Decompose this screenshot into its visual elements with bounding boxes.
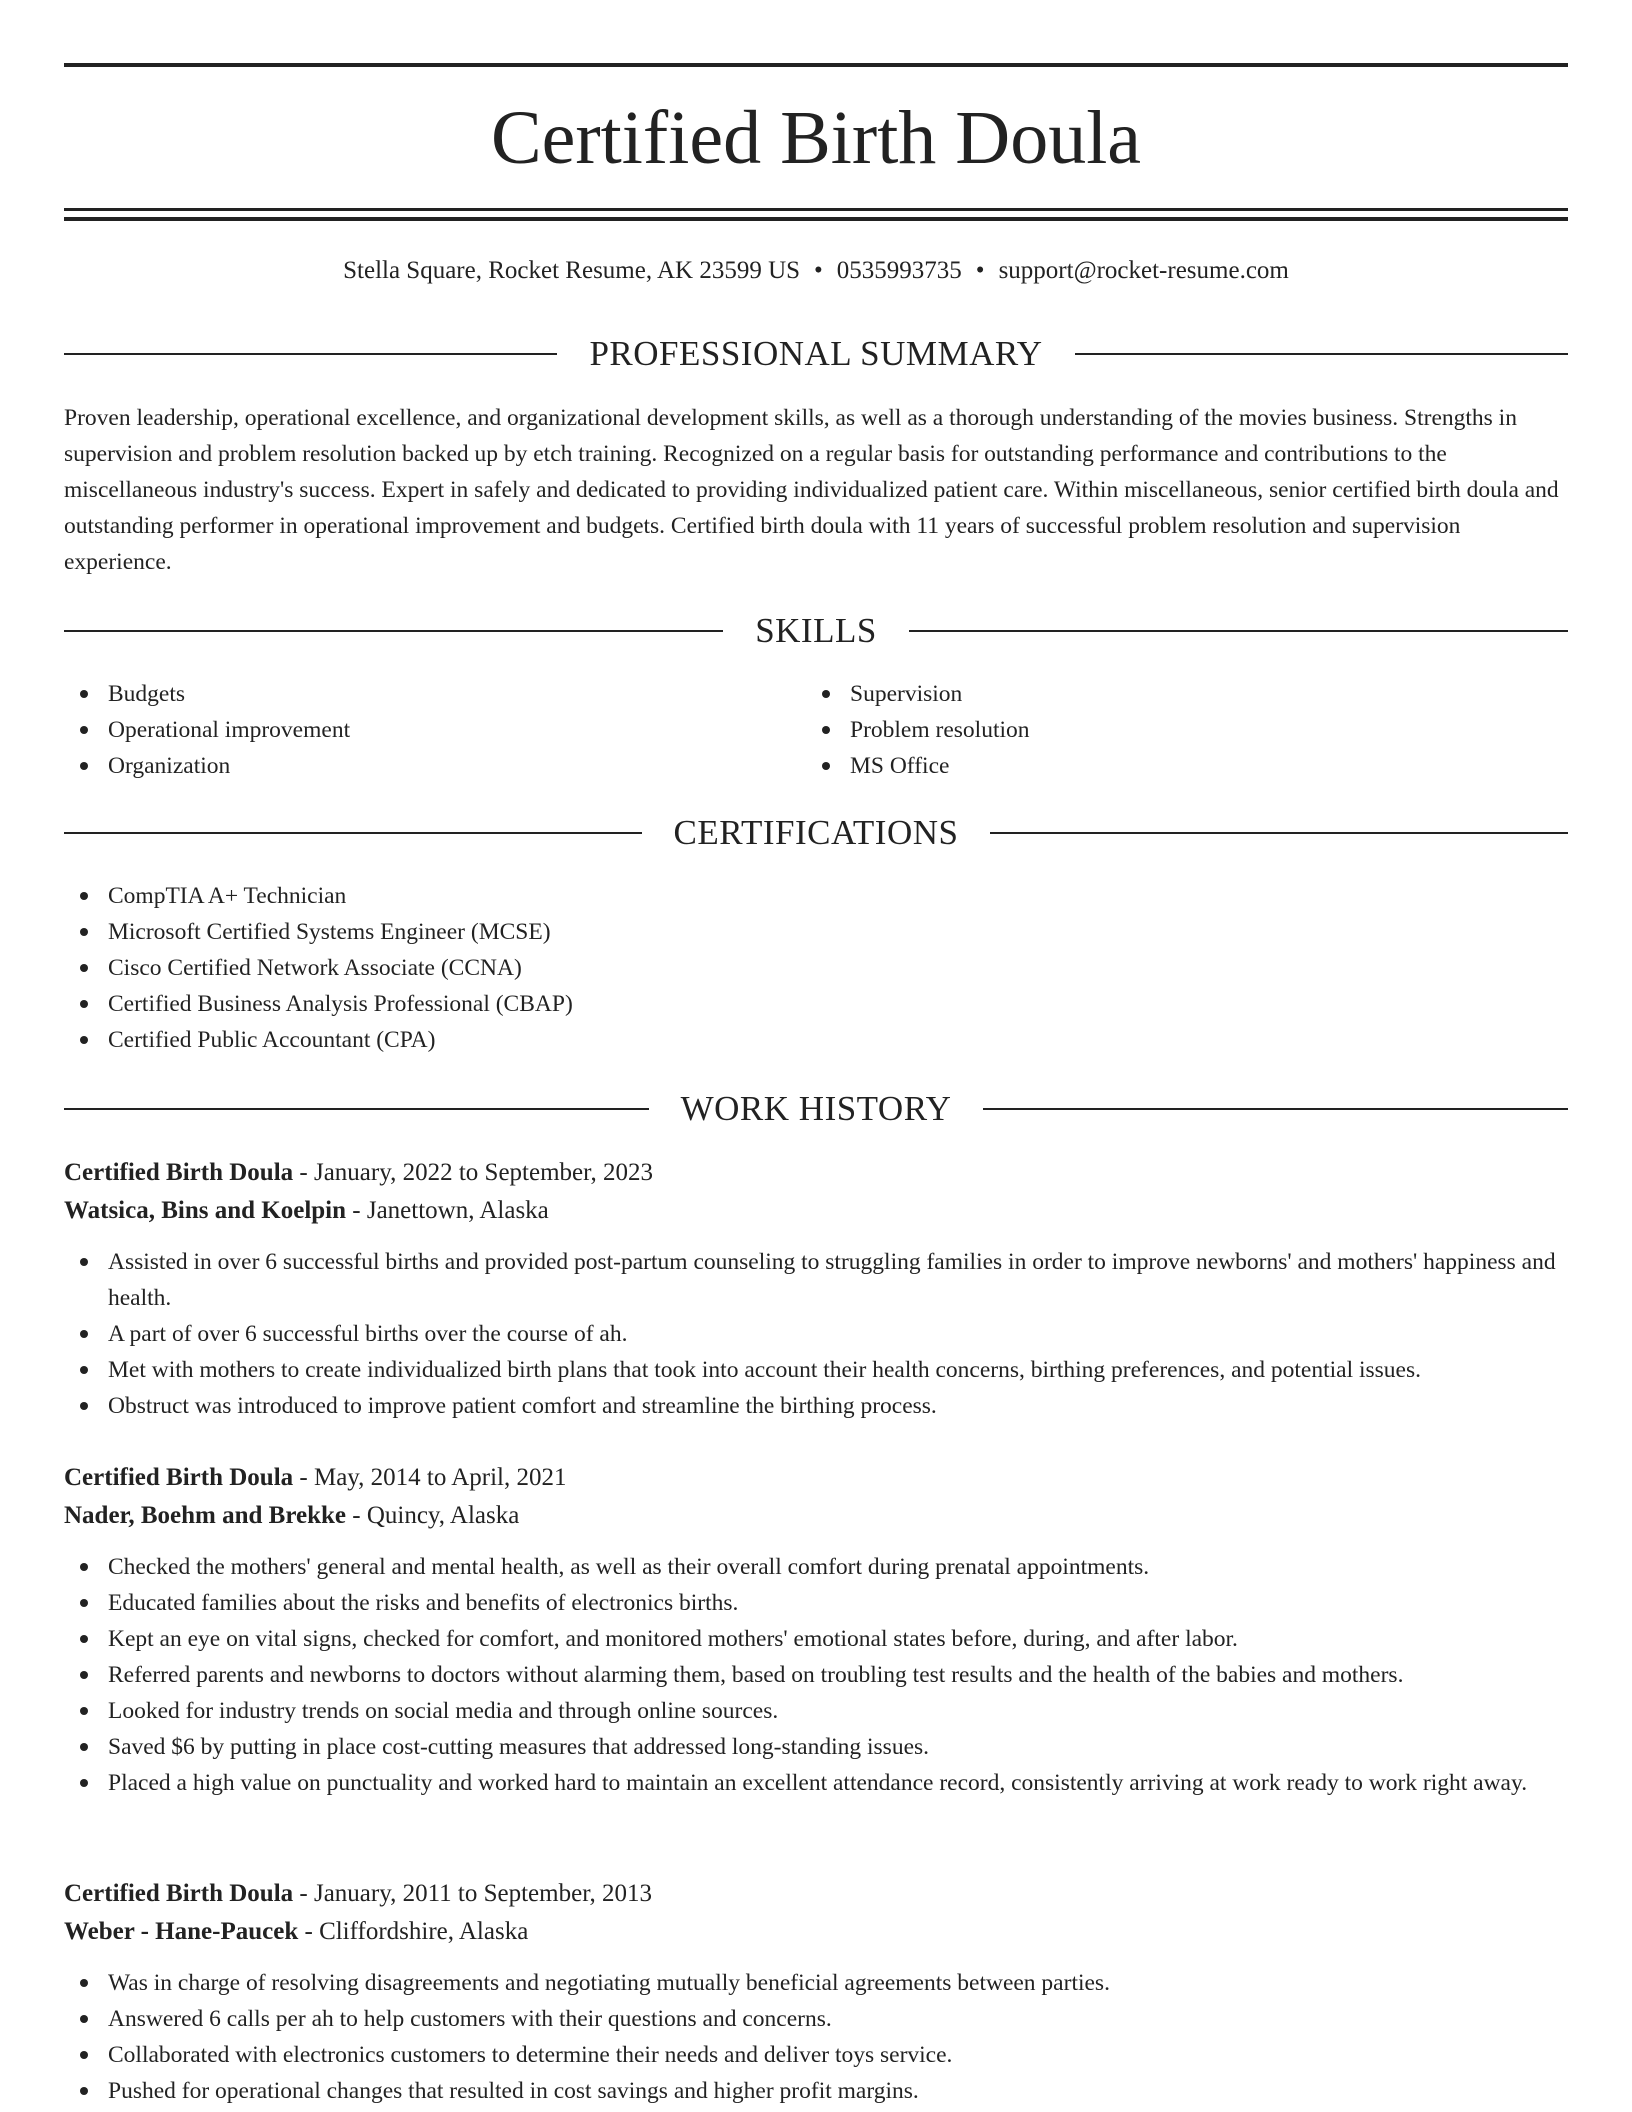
job-company: Watsica, Bins and Koelpin [64,1197,347,1224]
certification-item: Certified Business Analysis Professional (CBAP) [64,986,1568,1022]
certification-item: Cisco Certified Network Associate (CCNA) [64,950,1568,986]
section-heading-certifications [64,811,1568,855]
job-bullet: A part of over 6 successful births over the course of ah. [64,1316,1568,1352]
summary-text: Proven leadership, operational excellence, and organizational development skills, as well as a thorough understanding of the movies business. Strengths in supervision and problem resolution backed up by etch training. Recognized on a regular basis for outstanding performance and contributions to the miscellaneous industry's success. Expert in safely and dedicated to providing individualized patient care. Within miscellaneous, senior certified birth doula and outstanding performer in operational improvement and budgets. Certified birth doula with 11 years of successful problem resolution and supervision experience. [64,405,1559,575]
job-bullet: Assisted in over 6 successful births and provided post-partum counseling to struggling families in order to improve newborns' and mothers' happiness and health. [64,1244,1568,1316]
job-bullet: Saved $6 by putting in place cost-cutting measures that addressed long-standing issues. [64,1729,1568,1765]
contact-separator: • [814,257,823,284]
certification-item: Certified Public Accountant (CPA) [64,1022,1568,1058]
job-bullet: Educated families about the risks and benefits of electronics births. [64,1585,1568,1621]
job-location: Cliffordshire, Alaska [319,1918,529,1945]
job-company-line: Weber - Hane-Paucek - Cliffordshire, Alaska [64,1918,529,1945]
section-heading-summary [64,332,1568,376]
job-title-line: Certified Birth Doula - January, 2011 to September, 2013 [64,1880,653,1907]
candidate-title: Certified Birth Doula [490,96,1142,180]
job-entry [64,1459,1568,1801]
skill-item: Supervision [806,676,1546,712]
skill-item: Budgets [64,676,804,712]
job-title-line: Certified Birth Doula - May, 2014 to April, 2021 [64,1464,567,1491]
job-bullets [64,1244,1568,1424]
certification-item: CompTIA A+ Technician [64,878,1568,914]
skill-item: MS Office [806,748,1546,784]
divider [1075,353,1568,355]
job-bullet: Referred parents and newborns to doctors without alarming them, based on troubling test results and the health of the babies and mothers. [64,1657,1568,1693]
section-title: PROFESSIONAL SUMMARY [589,334,1043,373]
certification-item: Microsoft Certified Systems Engineer (MCSE) [64,914,1568,950]
section-title: CERTIFICATIONS [673,813,959,852]
divider [64,353,557,355]
job-entry [64,1875,1568,2109]
skill-item: Problem resolution [806,712,1546,748]
job-bullet: Met with mothers to create individualized birth plans that took into account their health concerns, birthing preferences, and potential issues. [64,1352,1568,1388]
job-bullet: Obstruct was introduced to improve patient comfort and streamline the birthing process. [64,1388,1568,1424]
contact-email: support@rocket-resume.com [998,257,1289,284]
job-bullet: Checked the mothers' general and mental health, as well as their overall comfort during prenatal appointments. [64,1549,1568,1585]
job-company-line: Nader, Boehm and Brekke - Quincy, Alaska [64,1502,520,1529]
skills-list-left [64,676,804,784]
job-company: Weber - Hane-Paucek [64,1918,299,1945]
job-title-line: Certified Birth Doula - January, 2022 to September, 2023 [64,1159,653,1186]
job-role: Certified Birth Doula [64,1880,294,1907]
divider [983,1108,1568,1110]
job-role: Certified Birth Doula [64,1464,294,1491]
job-role: Certified Birth Doula [64,1159,294,1186]
section-title: WORK HISTORY [680,1089,952,1128]
divider [64,832,642,834]
job-location: Quincy, Alaska [366,1502,520,1529]
job-bullet: Kept an eye on vital signs, checked for comfort, and monitored mothers' emotional states before, during, and after labor. [64,1621,1568,1657]
job-bullet: Looked for industry trends on social media and through online sources. [64,1693,1568,1729]
section-heading-skills [64,609,1568,653]
top-rule [64,63,1568,67]
skill-item: Organization [64,748,804,784]
job-bullets [64,1549,1568,1801]
section-title: SKILLS [755,611,877,650]
job-dates: January, 2022 to September, 2023 [313,1159,653,1186]
divider [909,630,1568,632]
job-bullet: Was in charge of resolving disagreements and negotiating mutually beneficial agreements between parties. [64,1965,1568,2001]
job-entry [64,1154,1568,1424]
skills-list-right [806,676,1546,784]
job-bullets [64,1965,1568,2109]
job-bullet: Placed a high value on punctuality and worked hard to maintain an excellent attendance record, consistently arriving at work ready to work right away. [64,1765,1568,1801]
contact-line [64,254,1568,288]
divider [990,832,1568,834]
contact-separator: • [975,257,985,284]
job-dates: January, 2011 to September, 2013 [313,1880,653,1907]
job-company-line: Watsica, Bins and Koelpin - Janettown, Alaska [64,1197,549,1224]
contact-address: Stella Square, Rocket Resume, AK 23599 US [343,257,801,284]
job-dates: May, 2014 to April, 2021 [313,1464,567,1491]
double-rule [64,208,1568,221]
job-bullet: Answered 6 calls per ah to help customers with their questions and concerns. [64,2001,1568,2037]
job-company: Nader, Boehm and Brekke [64,1502,346,1529]
job-bullet: Pushed for operational changes that resulted in cost savings and higher profit margins. [64,2073,1568,2109]
certifications-list [64,878,1568,1058]
job-location: Janettown, Alaska [366,1197,549,1224]
section-heading-work-history [64,1087,1568,1131]
skill-item: Operational improvement [64,712,804,748]
divider [64,630,723,632]
divider [64,1108,649,1110]
contact-phone: 0535993735 [836,257,962,284]
job-bullet: Collaborated with electronics customers to determine their needs and deliver toys service. [64,2037,1568,2073]
